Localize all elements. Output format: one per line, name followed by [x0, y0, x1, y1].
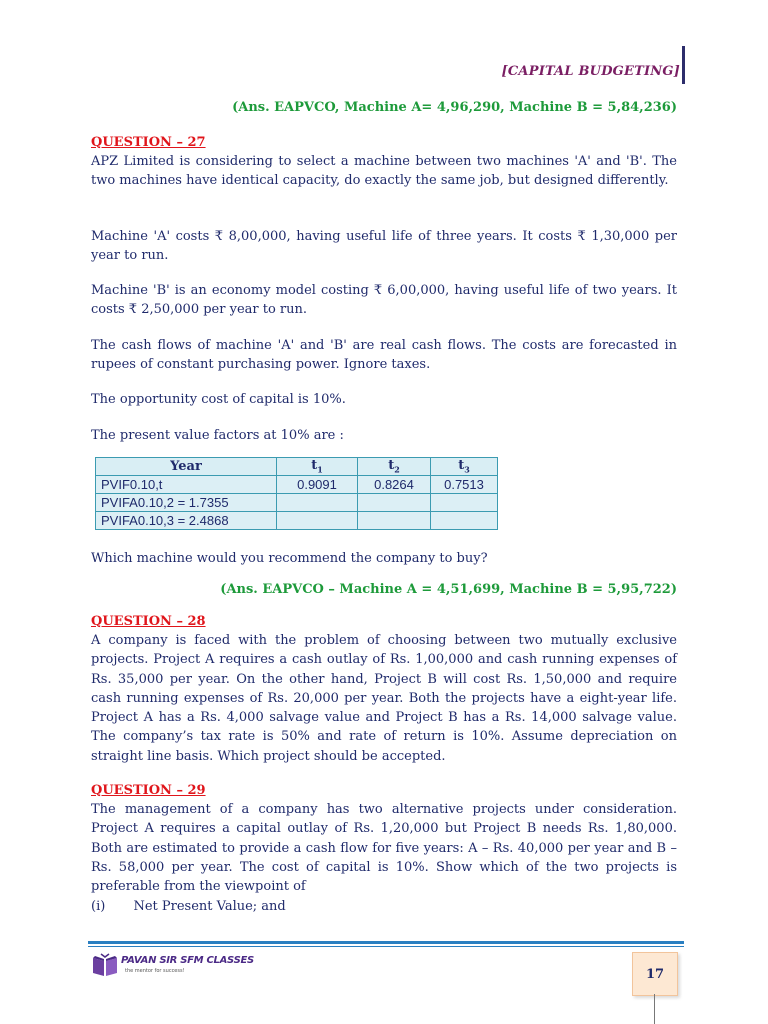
table-header-t2: $t_2$: [358, 458, 431, 476]
list-item-text: Net Present Value; and: [133, 899, 286, 914]
q28-paragraph-1: A company is faced with the problem of choosing between two mutually exclusive projects. Project A requires a cash outlay of Rs. 1,00,000 and cash running expenses of Rs. 35,000 per year. On the other hand, Project B will cost Rs. 1,50,000 and require cash running expenses of Rs. 20,000 per year. Both the projects have a eight-year life. Project A has a Rs. 4,000 salvage value and Project B has a Rs. 14,000 salvage value. The company’s tax rate is 50% and rate of return is 10%. Assume depreciation on straight line basis. Which project should be accepted.: [91, 633, 677, 764]
table-cell: 0.7513: [431, 476, 498, 494]
table-row: [96, 476, 498, 494]
footer-rule: [88, 941, 684, 944]
question-29-heading: QUESTION – 29: [91, 783, 206, 798]
list-marker: (i): [91, 899, 106, 914]
q27-paragraph-3: Machine 'B' is an economy model costing ₹ 6,00,000, having useful life of two years. It costs ₹ 2,50,000 per year to run.: [91, 283, 677, 318]
table-cell: PVIFA0.10,2 = 1.7355: [96, 494, 277, 512]
q27-paragraph-5: The opportunity cost of capital is 10%.: [91, 392, 346, 407]
table-cell: [431, 512, 498, 530]
book-icon: [91, 952, 119, 978]
table-row: [96, 512, 498, 530]
question-28-heading: QUESTION – 28: [91, 614, 206, 629]
classes-logo: [91, 952, 254, 980]
footer-rule-thin: [88, 946, 684, 947]
header-divider: [682, 46, 685, 84]
page-marker-line: [654, 994, 655, 1024]
table-cell: [358, 494, 431, 512]
table-cell: 0.9091: [277, 476, 358, 494]
table-cell: 0.8264: [358, 476, 431, 494]
table-header-year: Year: [96, 458, 277, 476]
table-cell: [358, 512, 431, 530]
q27-paragraph-2: Machine 'A' costs ₹ 8,00,000, having useful life of three years. It costs ₹ 1,30,000 per year to run.: [91, 229, 677, 264]
q27-paragraph-4: The cash flows of machine 'A' and 'B' are real cash flows. The costs are forecasted in rupees of constant purchasing power. Ignore taxes.: [91, 338, 677, 373]
chapter-title: [CAPITAL BUDGETING]: [501, 64, 680, 79]
page-number: 17: [632, 952, 678, 996]
q27-paragraph-7: Which machine would you recommend the company to buy?: [91, 551, 488, 566]
table-header-t3: $t_3$: [431, 458, 498, 476]
table-cell: [431, 494, 498, 512]
table-cell: [277, 494, 358, 512]
q29-paragraph-1: The management of a company has two alternative projects under consideration. Project A requires a capital outlay of Rs. 1,20,000 but Project B needs Rs. 1,80,000. Both are estimated to provide a cash flow for five years: A – Rs. 40,000 per year and B – Rs. 58,000 per year. The cost of capital is 10%. Show which of the two projects is preferable from the viewpoint of: [91, 802, 677, 895]
q29-list-item-1: [91, 899, 286, 914]
answer-27: (Ans. EAPVCO – Machine A = 4,51,699, Machine B = 5,95,722): [220, 582, 677, 597]
logo-text: PAVAN SIR SFM CLASSES: [121, 955, 254, 966]
table-header-row: [96, 458, 498, 476]
question-27-heading: QUESTION – 27: [91, 135, 206, 150]
present-value-table: [95, 457, 498, 530]
table-cell: PVIFA0.10,3 = 2.4868: [96, 512, 277, 530]
q27-paragraph-1: APZ Limited is considering to select a machine between two machines 'A' and 'B'. The two machines have identical capacity, do exactly the same job, but designed differently.: [91, 154, 677, 189]
logo-tagline: the mentor for success!: [125, 968, 185, 974]
table-header-t1: $t_1$: [277, 458, 358, 476]
answer-26: (Ans. EAPVCO, Machine A= 4,96,290, Machine B = 5,84,236): [232, 100, 677, 115]
table-cell: [277, 512, 358, 530]
q27-paragraph-6: The present value factors at 10% are :: [91, 428, 344, 443]
table-row: [96, 494, 498, 512]
table-cell: PVIF0.10,t: [96, 476, 277, 494]
